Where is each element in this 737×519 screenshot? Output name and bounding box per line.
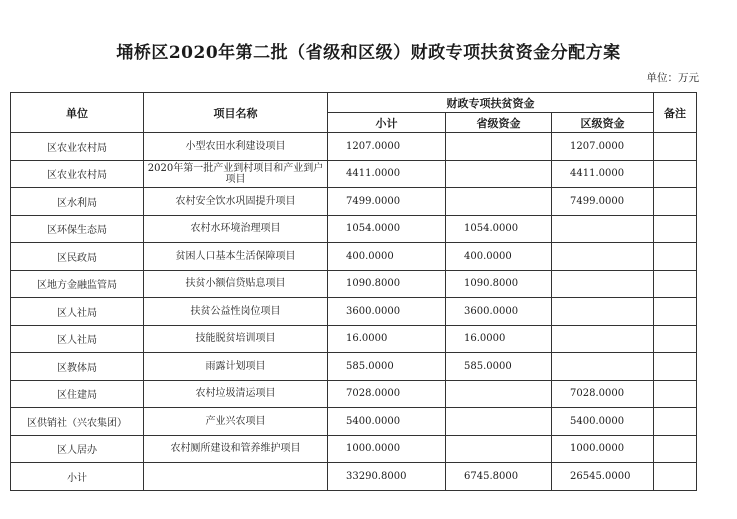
provincial-cell: 1054.0000 — [446, 215, 552, 243]
subtotal-cell: 1207.0000 — [328, 133, 446, 161]
district-cell — [552, 215, 654, 243]
project-cell: 小型农田水利建设项目 — [144, 133, 328, 161]
provincial-cell — [446, 435, 552, 463]
remark-cell — [654, 270, 697, 298]
table-row — [11, 380, 697, 408]
header-provincial: 省级资金 — [446, 113, 552, 133]
provincial-cell — [446, 133, 552, 161]
subtotal-cell: 585.0000 — [328, 353, 446, 381]
total-district: 26545.0000 — [552, 463, 654, 491]
project-cell: 农村垃圾清运项目 — [144, 380, 328, 408]
provincial-cell — [446, 188, 552, 216]
dept-cell: 区农业农村局 — [11, 160, 144, 188]
header-remark: 备注 — [654, 93, 697, 133]
project-cell: 扶贫公益性岗位项目 — [144, 298, 328, 326]
project-cell: 农村水环境治理项目 — [144, 215, 328, 243]
dept-cell: 区人居办 — [11, 435, 144, 463]
subtotal-cell: 5400.0000 — [328, 408, 446, 436]
provincial-cell — [446, 160, 552, 188]
table-row — [11, 188, 697, 216]
header-project: 项目名称 — [144, 93, 328, 133]
subtotal-cell: 7028.0000 — [328, 380, 446, 408]
remark-cell — [654, 435, 697, 463]
project-cell: 产业兴农项目 — [144, 408, 328, 436]
district-cell: 7499.0000 — [552, 188, 654, 216]
remark-cell — [654, 215, 697, 243]
project-cell: 扶贫小额信贷贴息项目 — [144, 270, 328, 298]
provincial-cell — [446, 408, 552, 436]
dept-cell: 区人社局 — [11, 298, 144, 326]
district-cell — [552, 353, 654, 381]
document-title: 埇桥区2020年第二批（省级和区级）财政专项扶贫资金分配方案 — [116, 43, 621, 63]
remark-cell — [654, 353, 697, 381]
provincial-cell: 1090.8000 — [446, 270, 552, 298]
table-row — [11, 325, 697, 353]
dept-cell: 区农业农村局 — [11, 133, 144, 161]
subtotal-cell: 400.0000 — [328, 243, 446, 271]
subtotal-cell: 1054.0000 — [328, 215, 446, 243]
district-cell: 7028.0000 — [552, 380, 654, 408]
total-label: 小计 — [11, 463, 144, 491]
table-row — [11, 435, 697, 463]
remark-cell — [654, 408, 697, 436]
dept-cell: 区地方金融监管局 — [11, 270, 144, 298]
dept-cell: 区住建局 — [11, 380, 144, 408]
project-cell: 技能脱贫培训项目 — [144, 325, 328, 353]
subtotal-cell: 1090.8000 — [328, 270, 446, 298]
header-district: 区级资金 — [552, 113, 654, 133]
remark-cell — [654, 325, 697, 353]
header-subtotal: 小计 — [328, 113, 446, 133]
remark-cell — [654, 380, 697, 408]
dept-cell: 区人社局 — [11, 325, 144, 353]
district-cell: 4411.0000 — [552, 160, 654, 188]
remark-cell — [654, 133, 697, 161]
project-cell: 2020年第一批产业到村项目和产业到户项目 — [144, 160, 328, 188]
table-row — [11, 353, 697, 381]
subtotal-cell: 16.0000 — [328, 325, 446, 353]
table-row — [11, 298, 697, 326]
project-cell: 农村厕所建设和管养维护项目 — [144, 435, 328, 463]
project-cell: 雨露计划项目 — [144, 353, 328, 381]
total-subtotal: 33290.8000 — [328, 463, 446, 491]
dept-cell: 区水利局 — [11, 188, 144, 216]
table-row — [11, 243, 697, 271]
header-fund-group: 财政专项扶贫资金 — [328, 93, 654, 113]
total-remark — [654, 463, 697, 491]
dept-cell: 区环保生态局 — [11, 215, 144, 243]
district-cell — [552, 243, 654, 271]
provincial-cell: 16.0000 — [446, 325, 552, 353]
total-provincial: 6745.8000 — [446, 463, 552, 491]
district-cell — [552, 325, 654, 353]
subtotal-cell: 1000.0000 — [328, 435, 446, 463]
district-cell: 1000.0000 — [552, 435, 654, 463]
project-cell: 贫困人口基本生活保障项目 — [144, 243, 328, 271]
header-row-1 — [11, 93, 697, 113]
header-dept: 单位 — [11, 93, 144, 133]
provincial-cell: 3600.0000 — [446, 298, 552, 326]
unit-note: 单位：万元 — [646, 72, 699, 84]
district-cell — [552, 270, 654, 298]
district-cell — [552, 298, 654, 326]
remark-cell — [654, 298, 697, 326]
provincial-cell: 400.0000 — [446, 243, 552, 271]
remark-cell — [654, 160, 697, 188]
project-cell: 农村安全饮水巩固提升项目 — [144, 188, 328, 216]
dept-cell: 区供销社（兴农集团） — [11, 408, 144, 436]
total-row — [11, 463, 697, 491]
table-row — [11, 160, 697, 188]
district-cell: 5400.0000 — [552, 408, 654, 436]
table-row — [11, 270, 697, 298]
total-project-cell — [144, 463, 328, 491]
provincial-cell — [446, 380, 552, 408]
subtotal-cell: 4411.0000 — [328, 160, 446, 188]
subtotal-cell: 3600.0000 — [328, 298, 446, 326]
allocation-table — [10, 92, 697, 491]
provincial-cell: 585.0000 — [446, 353, 552, 381]
dept-cell: 区教体局 — [11, 353, 144, 381]
dept-cell: 区民政局 — [11, 243, 144, 271]
table-row — [11, 408, 697, 436]
table-row — [11, 133, 697, 161]
district-cell: 1207.0000 — [552, 133, 654, 161]
remark-cell — [654, 243, 697, 271]
subtotal-cell: 7499.0000 — [328, 188, 446, 216]
remark-cell — [654, 188, 697, 216]
table-row — [11, 215, 697, 243]
